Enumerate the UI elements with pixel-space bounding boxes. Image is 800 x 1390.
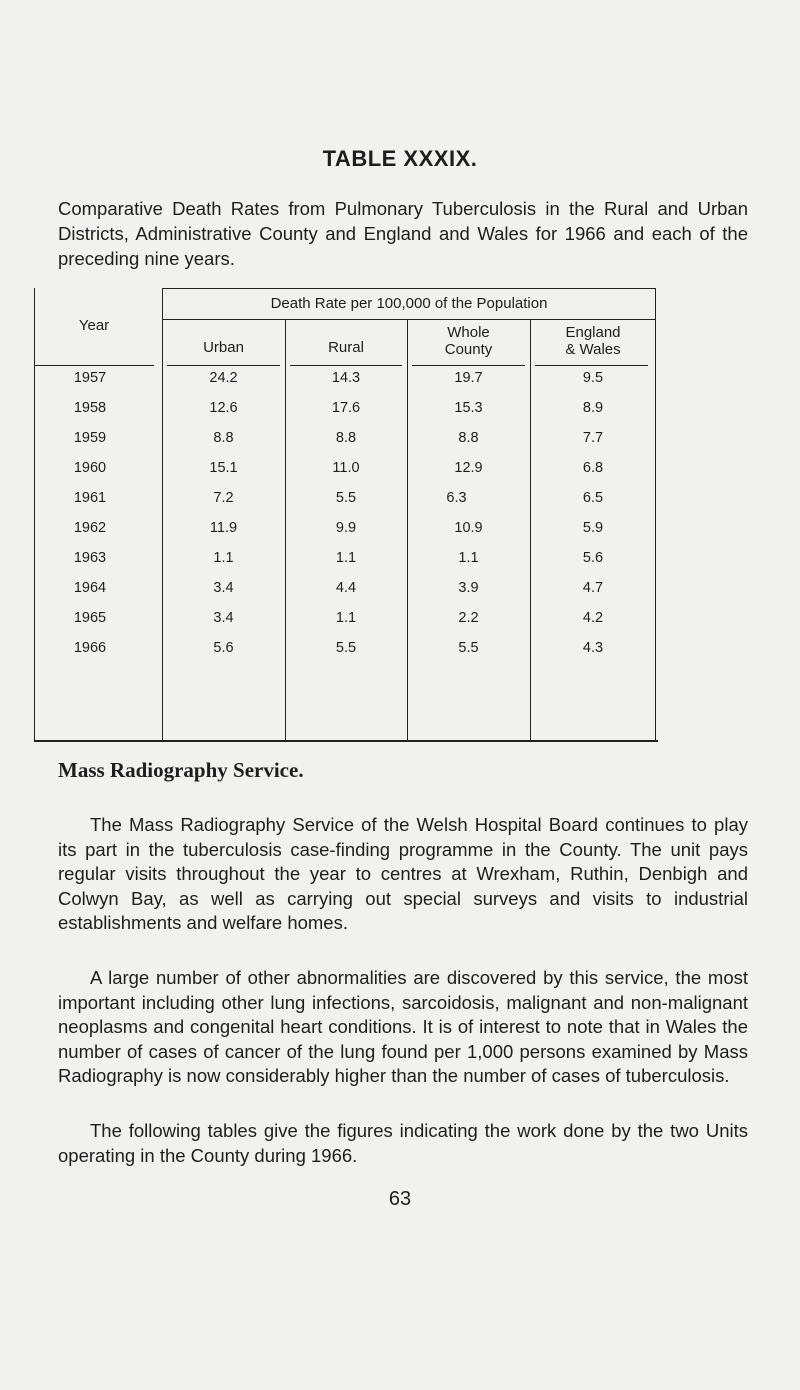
year-header: Year xyxy=(78,317,110,334)
rural-cell: 1.1 xyxy=(335,550,357,566)
rural-cell: 9.9 xyxy=(335,520,357,536)
england-wales-cell: 8.9 xyxy=(582,400,604,416)
table-row xyxy=(34,520,656,550)
table-bottom-rule xyxy=(34,740,658,742)
whole-county-cell: 3.9 xyxy=(458,580,479,596)
table-row xyxy=(34,430,656,460)
urban-cell: 8.8 xyxy=(213,430,234,446)
whole-county-cell: 12.9 xyxy=(454,460,483,476)
england-wales-cell: 5.9 xyxy=(582,520,604,536)
whole-county-cell: 19.7 xyxy=(454,370,483,386)
rural-cell: 5.5 xyxy=(335,640,357,656)
rural-cell: 14.3 xyxy=(331,370,361,386)
england-wales-cell: 6.5 xyxy=(582,490,604,506)
urban-cell: 12.6 xyxy=(209,400,238,416)
table-row xyxy=(34,610,656,640)
page-number: 63 xyxy=(388,1188,412,1210)
year-cell: 1958 xyxy=(73,400,107,416)
year-cell: 1964 xyxy=(73,580,107,596)
radiography-paragraph-3: The following tables give the figures indicating the work done by the two Units operating in the County during 1966. xyxy=(58,1120,748,1166)
england-wales-header-line2: & Wales xyxy=(565,341,621,358)
table-row xyxy=(34,370,656,400)
urban-cell: 3.4 xyxy=(213,580,234,596)
rural-cell: 11.0 xyxy=(332,460,360,476)
whole-county-header-line2: County xyxy=(444,341,493,358)
urban-cell: 3.4 xyxy=(213,610,234,626)
year-cell: 1959 xyxy=(73,430,107,446)
urban-cell: 1.1 xyxy=(213,550,234,566)
table-top-rule xyxy=(162,288,656,289)
england-wales-cell: 7.7 xyxy=(582,430,604,446)
rural-cell: 5.5 xyxy=(335,490,357,506)
death-rate-table xyxy=(34,288,656,742)
mass-radiography-heading: Mass Radiography Service. xyxy=(58,758,304,782)
urban-header: Urban xyxy=(203,339,244,356)
table-row xyxy=(34,460,656,490)
table-caption: Comparative Death Rates from Pulmonary Tuberculosis in the Rural and Urban Districts, Administrative County and England and Wales for 1966 and each of the preceding nine years. xyxy=(58,198,748,269)
england-wales-cell: 4.3 xyxy=(582,640,604,656)
england-wales-header xyxy=(530,324,656,358)
rural-cell: 8.8 xyxy=(335,430,357,446)
whole-county-cell: 6.3 xyxy=(446,490,467,506)
urban-cell: 24.2 xyxy=(209,370,238,386)
whole-county-cell: 15.3 xyxy=(454,400,483,416)
year-cell: 1965 xyxy=(73,610,107,626)
year-cell: 1966 xyxy=(73,640,107,656)
radiography-paragraph-1: The Mass Radiography Service of the Welsh Hospital Board continues to play its part in the tuberculosis case-finding programme in the County. The unit pays regular visits throughout the year to centres at Wrexham, Ruthin, Denbigh and Colwyn Bay, as well as carrying out special surveys and visits to industrial establishments and welfare homes. xyxy=(58,814,748,933)
rural-header-rule xyxy=(290,365,402,366)
whole-header-rule xyxy=(412,365,525,366)
table-row xyxy=(34,400,656,430)
urban-cell: 7.2 xyxy=(213,490,234,506)
table-title: TABLE XXXIX. xyxy=(322,146,478,171)
table-row xyxy=(34,580,656,610)
radiography-paragraph-2: A large number of other abnormalities are discovered by this service, the most important including other lung infections, sarcoidosis, malignant and non-malignant neoplasms and congenital heart conditions. It is of interest to note that in Wales the number of cases of cancer of the lung found per 1,000 persons examined by Mass Radiography is now considerably higher than the number of cases of tuberculosis. xyxy=(58,967,748,1086)
whole-county-header xyxy=(407,324,530,358)
year-cell: 1963 xyxy=(73,550,107,566)
rural-cell: 17.6 xyxy=(331,400,361,416)
whole-county-cell: 5.5 xyxy=(458,640,479,656)
year-header-rule xyxy=(34,365,154,366)
rural-cell: 1.1 xyxy=(335,610,357,626)
year-cell: 1962 xyxy=(73,520,107,536)
urban-cell: 11.9 xyxy=(209,520,238,536)
rural-cell: 4.4 xyxy=(335,580,357,596)
table-row xyxy=(34,490,656,520)
table-row xyxy=(34,640,656,670)
ew-header-rule xyxy=(535,365,648,366)
england-wales-cell: 4.2 xyxy=(582,610,604,626)
group-header-rule xyxy=(162,319,656,320)
england-wales-cell: 9.5 xyxy=(582,370,604,386)
whole-county-cell: 2.2 xyxy=(458,610,479,626)
whole-county-cell: 1.1 xyxy=(458,550,479,566)
death-rate-group-header: Death Rate per 100,000 of the Population xyxy=(270,295,548,312)
england-wales-cell: 6.8 xyxy=(582,460,604,476)
england-wales-cell: 4.7 xyxy=(582,580,604,596)
england-wales-header-line1: England xyxy=(565,324,621,341)
year-cell: 1961 xyxy=(73,490,107,506)
rural-header: Rural xyxy=(328,339,364,356)
whole-county-header-line1: Whole xyxy=(447,324,490,341)
table-row xyxy=(34,550,656,580)
england-wales-cell: 5.6 xyxy=(582,550,604,566)
year-cell: 1957 xyxy=(73,370,107,386)
urban-cell: 15.1 xyxy=(209,460,238,476)
whole-county-cell: 10.9 xyxy=(454,520,483,536)
urban-cell: 5.6 xyxy=(213,640,234,656)
year-cell: 1960 xyxy=(73,460,107,476)
whole-county-cell: 8.8 xyxy=(458,430,479,446)
urban-header-rule xyxy=(167,365,280,366)
